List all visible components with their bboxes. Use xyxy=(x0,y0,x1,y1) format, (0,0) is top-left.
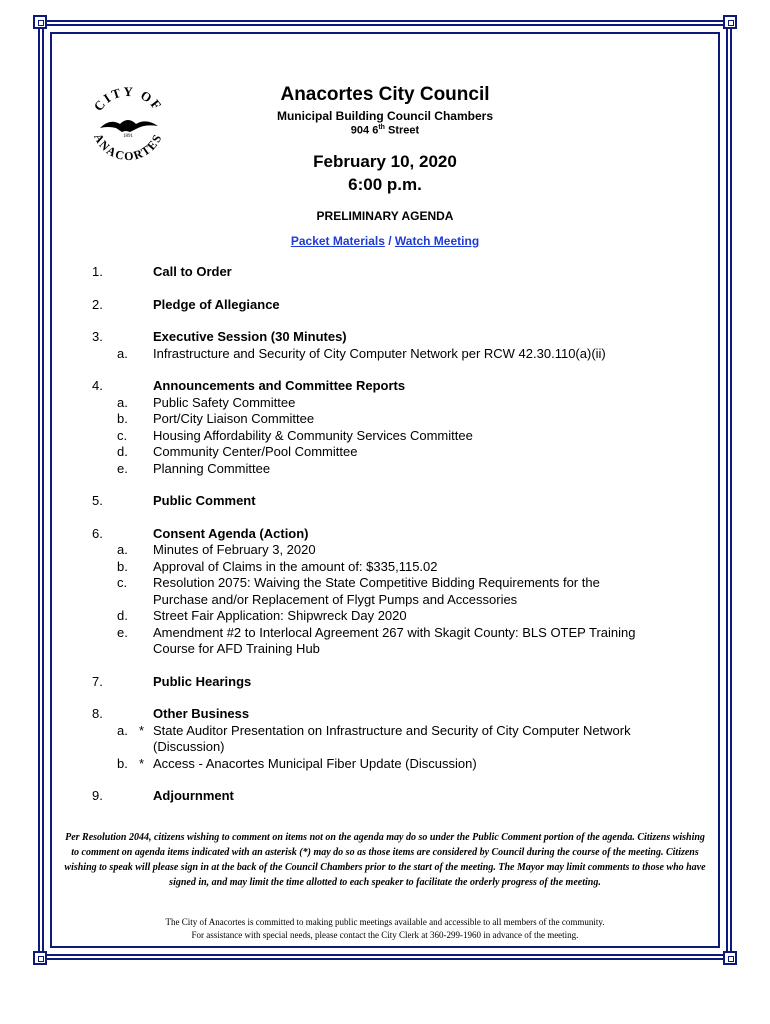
agenda-subitem-letter: c. xyxy=(117,575,128,590)
agenda-subitem xyxy=(0,592,770,609)
agenda-item xyxy=(0,706,770,772)
agenda-item-header xyxy=(0,378,770,395)
agenda-item-header xyxy=(0,706,770,723)
agenda-subitem-text: State Auditor Presentation on Infrastructure and Security of City Computer Network xyxy=(153,722,631,738)
agenda-item-number: 4. xyxy=(92,378,103,393)
agenda-subitem xyxy=(0,723,770,740)
agenda-item-number: 7. xyxy=(92,673,103,689)
agenda-item-title: Consent Agenda (Action) xyxy=(153,525,309,541)
agenda-subitem-text: (Discussion) xyxy=(153,739,225,754)
agenda-subitem-letter: a. xyxy=(117,345,128,361)
agenda-item-title: Other Business xyxy=(153,706,250,721)
agenda-item-header xyxy=(0,493,770,510)
agenda-subitem xyxy=(0,346,770,363)
agenda-item xyxy=(0,493,770,510)
agenda-item-number: 2. xyxy=(92,296,103,312)
agenda-subitem-text: Access - Anacortes Municipal Fiber Update (Discussion) xyxy=(153,755,477,771)
accessibility-footer xyxy=(62,916,708,941)
agenda-item-number: 8. xyxy=(92,706,103,721)
svg-text:CITY OF xyxy=(91,84,166,114)
border-corner-bottom-left xyxy=(33,951,47,965)
address-ordinal: th xyxy=(378,124,385,131)
agenda-list xyxy=(0,264,770,821)
agenda-subitem xyxy=(0,395,770,412)
agenda-item xyxy=(0,329,770,362)
seal-top-text: CITY OF xyxy=(90,84,166,114)
agenda-item-header xyxy=(0,264,770,281)
agenda-item-title: Call to Order xyxy=(153,264,232,279)
agenda-item-title: Announcements and Committee Reports xyxy=(153,378,406,393)
agenda-subitem xyxy=(0,428,770,445)
agenda-item-number: 1. xyxy=(92,264,103,279)
agenda-subitem-letter: e. xyxy=(117,624,128,640)
agenda-item-title: Adjournment xyxy=(153,788,234,803)
eagle-icon xyxy=(100,120,158,132)
seal-year: 1891 xyxy=(123,134,133,139)
agenda-item-title: Public Hearings xyxy=(153,673,252,689)
agenda-subitem xyxy=(0,625,770,642)
agenda-subitem-letter: a. xyxy=(117,542,128,557)
agenda-item-title: Public Comment xyxy=(153,493,256,508)
agenda-subitem-letter: a. xyxy=(117,722,128,738)
agenda-subitem xyxy=(0,608,770,625)
watch-meeting-link[interactable]: Watch Meeting xyxy=(394,234,480,248)
agenda-subitem-letter: e. xyxy=(117,460,128,476)
footer-line-1: The City of Anacortes is committed to making public meetings available and accessible to all members of the community. xyxy=(165,917,605,927)
seal-bottom-text: ANACORTES xyxy=(91,131,165,164)
meeting-date: February 10, 2020 xyxy=(313,152,457,171)
agenda-subitem-letter: a. xyxy=(117,394,128,410)
agenda-item xyxy=(0,788,770,805)
page-title: Anacortes City Council xyxy=(280,84,490,105)
agenda-subitem-text: Purchase and/or Replacement of Flygt Pumps and Accessories xyxy=(153,591,518,607)
agenda-subitem-text: Infrastructure and Security of City Computer Network per RCW 42.30.110(a)(ii) xyxy=(153,345,606,361)
agenda-subitem xyxy=(0,444,770,461)
agenda-subitem-letter: b. xyxy=(117,411,128,426)
agenda-item-number: 6. xyxy=(92,525,103,541)
agenda-item-title: Pledge of Allegiance xyxy=(153,296,280,312)
venue-address xyxy=(200,124,570,137)
agenda-subitem-asterisk: * xyxy=(139,722,145,738)
link-separator: / xyxy=(384,234,395,248)
agenda-subitem xyxy=(0,559,770,576)
agenda-subitem-text: Street Fair Application: Shipwreck Day 2020 xyxy=(153,608,407,623)
agenda-subitem-text: Planning Committee xyxy=(153,460,271,476)
agenda-subitem-letter: c. xyxy=(117,427,128,443)
agenda-subitem-letter: d. xyxy=(117,608,128,623)
agenda-subitem-text: Course for AFD Training Hub xyxy=(153,641,320,656)
agenda-subitem xyxy=(0,542,770,559)
agenda-item-header xyxy=(0,526,770,543)
agenda-subitem-letter: d. xyxy=(117,444,128,459)
border-corner-top-right xyxy=(723,15,737,29)
agenda-item xyxy=(0,526,770,658)
border-corner-top-left xyxy=(33,15,47,29)
address-number: 904 6 xyxy=(350,124,379,137)
packet-materials-link[interactable]: Packet Materials xyxy=(290,234,385,248)
agenda-subitem-text: Port/City Liaison Committee xyxy=(153,411,315,426)
agenda-item xyxy=(0,674,770,691)
agenda-item-header xyxy=(0,329,770,346)
agenda-subitem xyxy=(0,411,770,428)
agenda-subitem-text: Amendment #2 to Interlocal Agreement 267 with Skagit County: BLS OTEP Training xyxy=(153,624,636,640)
agenda-item-number: 5. xyxy=(92,493,103,508)
agenda-subitem-asterisk: * xyxy=(139,755,145,771)
agenda-item xyxy=(0,378,770,477)
agenda-subitem-text: Community Center/Pool Committee xyxy=(153,444,358,459)
agenda-subitem xyxy=(0,575,770,592)
city-seal-logo xyxy=(86,84,170,168)
agenda-item xyxy=(0,264,770,281)
border-corner-bottom-right xyxy=(723,951,737,965)
agenda-subitem-letter: b. xyxy=(117,755,128,771)
agenda-item xyxy=(0,297,770,314)
agenda-subitem-text: Approval of Claims in the amount of: $335,115.02 xyxy=(153,558,438,574)
agenda-subitem xyxy=(0,756,770,773)
agenda-item-number: 9. xyxy=(92,788,103,803)
agenda-subitem-letter: b. xyxy=(117,558,128,574)
agenda-item-header xyxy=(0,674,770,691)
public-comment-note: Per Resolution 2044, citizens wishing to comment on items not on the agenda may do so under the Public Comment portion of the agenda. Citizens wishing to comment on agenda items indicated with an asterisk (*) may do so as those items are considered by Council during the course of the meeting. Citizens wishing to speak will please sign in at the back of the Council Chambers prior to the start of the meeting. The Mayor may limit comments to those who have signed in, and may limit the time allotted to each speaker to facilitate the orderly progress of the meeting. xyxy=(64,832,706,888)
agenda-label: PRELIMINARY AGENDA xyxy=(316,209,454,223)
agenda-subitem-text: Minutes of February 3, 2020 xyxy=(153,542,316,557)
footer-line-2: For assistance with special needs, please contact the City Clerk at 360-299-1960 in advance of the meeting. xyxy=(191,929,579,940)
address-street: Street xyxy=(384,124,420,137)
agenda-subitem-text: Resolution 2075: Waiving the State Competitive Bidding Requirements for the xyxy=(153,575,600,590)
agenda-subitem xyxy=(0,739,770,756)
agenda-subitem xyxy=(0,461,770,478)
agenda-subitem-text: Public Safety Committee xyxy=(153,394,296,410)
agenda-item-header xyxy=(0,297,770,314)
meeting-time: 6:00 p.m. xyxy=(348,175,422,194)
venue-name: Municipal Building Council Chambers xyxy=(276,109,493,123)
agenda-item-number: 3. xyxy=(92,329,103,344)
agenda-subitem-text: Housing Affordability & Community Services Committee xyxy=(153,427,473,443)
meeting-links xyxy=(200,234,570,248)
agenda-subitem xyxy=(0,641,770,658)
agenda-item-header xyxy=(0,788,770,805)
agenda-item-title: Executive Session (30 Minutes) xyxy=(153,329,347,344)
